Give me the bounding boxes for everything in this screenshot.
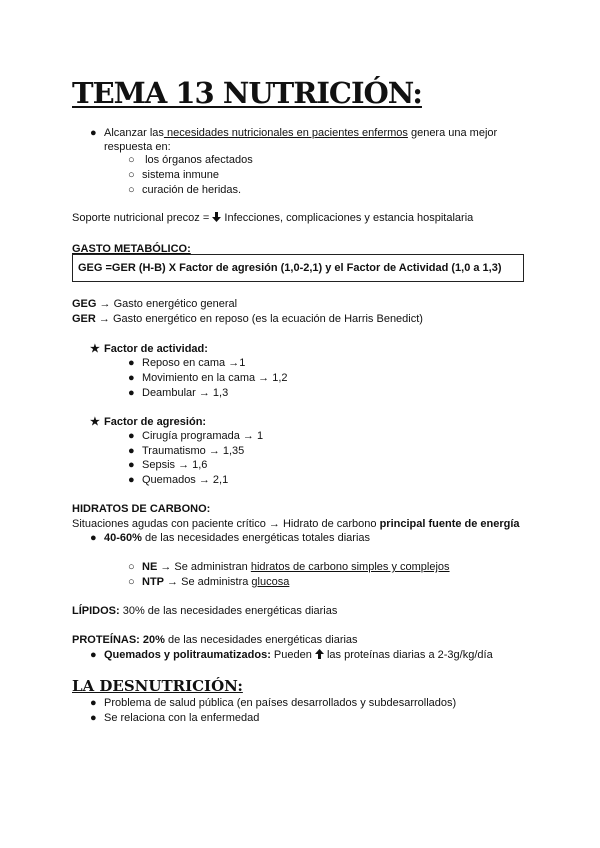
star-icon: ★ (90, 343, 100, 355)
intro-text: Alcanzar las (104, 127, 164, 139)
sub-item: ○ NE → Se administran hidratos de carbono simples y complejos (128, 561, 450, 573)
list-item: ● 40-60% de las necesidades energéticas totales diarias (90, 532, 371, 544)
list-item: ● Quemados y politraumatizados: Pueden las proteínas diarias a 2-3g/kg/día (90, 649, 493, 661)
up-arrow-icon (315, 649, 324, 659)
list-item: ● Sepsis → 1,6 (128, 459, 208, 471)
sub-item: ○ curación de heridas. (128, 184, 242, 196)
list-item: ● Quemados → 2,1 (128, 474, 229, 486)
hidratos-line: Situaciones agudas con paciente crítico → Hidrato de carbono principal fuente de energía (72, 518, 520, 530)
list-item: ● Movimiento en la cama → 1,2 (128, 372, 288, 384)
list-item: ● Deambular → 1,3 (128, 387, 229, 399)
list-item: ● Alcanzar las necesidades nutricionales en pacientes enfermos genera una mejor (90, 127, 498, 139)
sub-item: ○ sistema inmune (128, 169, 220, 181)
list-item: ● Problema de salud pública (en países desarrollados y subdesarrollados) (90, 697, 457, 709)
list-item: ● Se relaciona con la enfermedad (90, 712, 260, 724)
soporte-line: Soporte nutricional precoz = Infecciones, complicaciones y estancia hospitalaria (72, 212, 474, 224)
list-item: ● Reposo en cama →1 (128, 357, 246, 369)
proteinas-line: PROTEÍNAS: 20% de las necesidades energéticas diarias (72, 634, 358, 646)
page-title: TEMA 13 NUTRICIÓN: (72, 76, 422, 110)
sub-item: ○ NTP → Se administra glucosa (128, 576, 290, 588)
lipidos-line: LÍPIDOS: 30% de las necesidades energéticas diarias (72, 605, 338, 617)
star-icon: ★ (90, 416, 100, 428)
list-item: ● Traumatismo → 1,35 (128, 445, 245, 457)
hidratos-heading: HIDRATOS DE CARBONO: (72, 503, 211, 515)
formula-box (72, 254, 524, 282)
geg-line: GEG → Gasto energético general (72, 298, 238, 310)
formula-text: GEG =GER (H-B) X Factor de agresión (1,0-2,1) y el Factor de Actividad (1,0 a 1,3) (78, 262, 502, 274)
intro-underlined: necesidades nutricionales en pacientes enfermos (163, 127, 408, 139)
desnutricion-heading: LA DESNUTRICIÓN: (72, 677, 243, 695)
agresion-heading: ★ Factor de agresión: (90, 416, 207, 428)
list-item: ● Cirugía programada → 1 (128, 430, 264, 442)
actividad-heading: ★ Factor de actividad: (90, 343, 208, 355)
gasto-heading: GASTO METABÓLICO: (72, 243, 191, 255)
intro-line2: respuesta en: (104, 141, 171, 153)
sub-item: ○ los órganos afectados (128, 154, 253, 166)
ger-line: GER → Gasto energético en reposo (es la ecuación de Harris Benedict) (72, 313, 423, 325)
intro-text-end: genera una mejor (407, 127, 498, 139)
down-arrow-icon (212, 212, 221, 222)
